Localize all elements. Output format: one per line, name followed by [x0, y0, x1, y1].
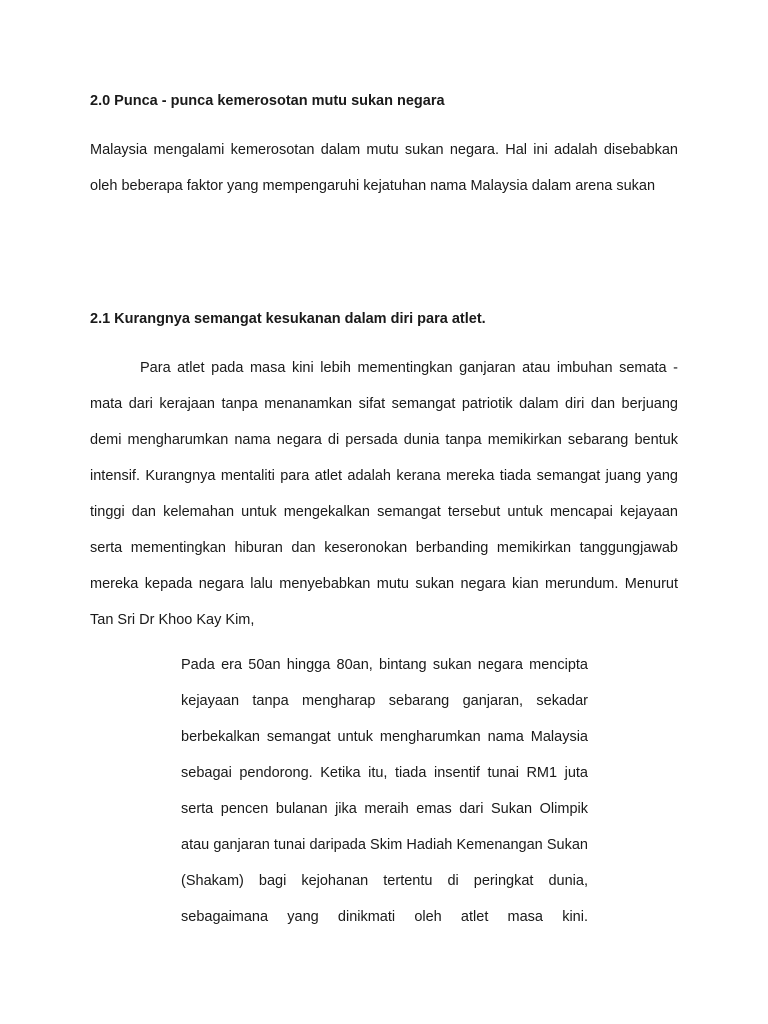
section-paragraph-2-0: Malaysia mengalami kemerosotan dalam mutu sukan negara. Hal ini adalah disebabkan oleh beberapa faktor yang mempengaruhi kejatuhan nama Malaysia dalam arena sukan [90, 142, 678, 194]
section-heading-2-0: 2.0 Punca - punca kemerosotan mutu sukan negara [90, 93, 445, 109]
section-paragraph-2-1: Para atlet pada masa kini lebih mementingkan ganjaran atau imbuhan semata - mata dari kerajaan tanpa menanamkan sifat semangat patriotik dalam diri dan berjuang demi mengharumkan nama negara di persada dunia tanpa memikirkan sebarang bentuk intensif. Kurangnya mentaliti para atlet adalah kerana mereka tiada semangat juang yang tinggi dan kelemahan untuk mengekalkan semangat tersebut untuk mencapai kejayaan serta mementingkan hiburan dan keseronokan berbanding memikirkan tanggungjawab mereka kepada negara lalu menyebabkan mutu sukan negara kian merundum. Menurut Tan Sri Dr Khoo Kay Kim, [90, 360, 678, 628]
section-heading-2-1: 2.1 Kurangnya semangat kesukanan dalam diri para atlet. [90, 311, 486, 327]
block-quote: Pada era 50an hingga 80an, bintang sukan negara mencipta kejayaan tanpa mengharap sebarang ganjaran, sekadar berbekalkan semangat untuk mengharumkan nama Malaysia sebagai pendorong. Ketika itu, tiada insentif tunai RM1 juta serta pencen bulanan jika meraih emas dari Sukan Olimpik atau ganjaran tunai daripada Skim Hadiah Kemenangan Sukan (Shakam) bagi kejohanan tertentu di peringkat dunia, sebagaimana yang dinikmati oleh atlet masa kini. [181, 657, 588, 925]
